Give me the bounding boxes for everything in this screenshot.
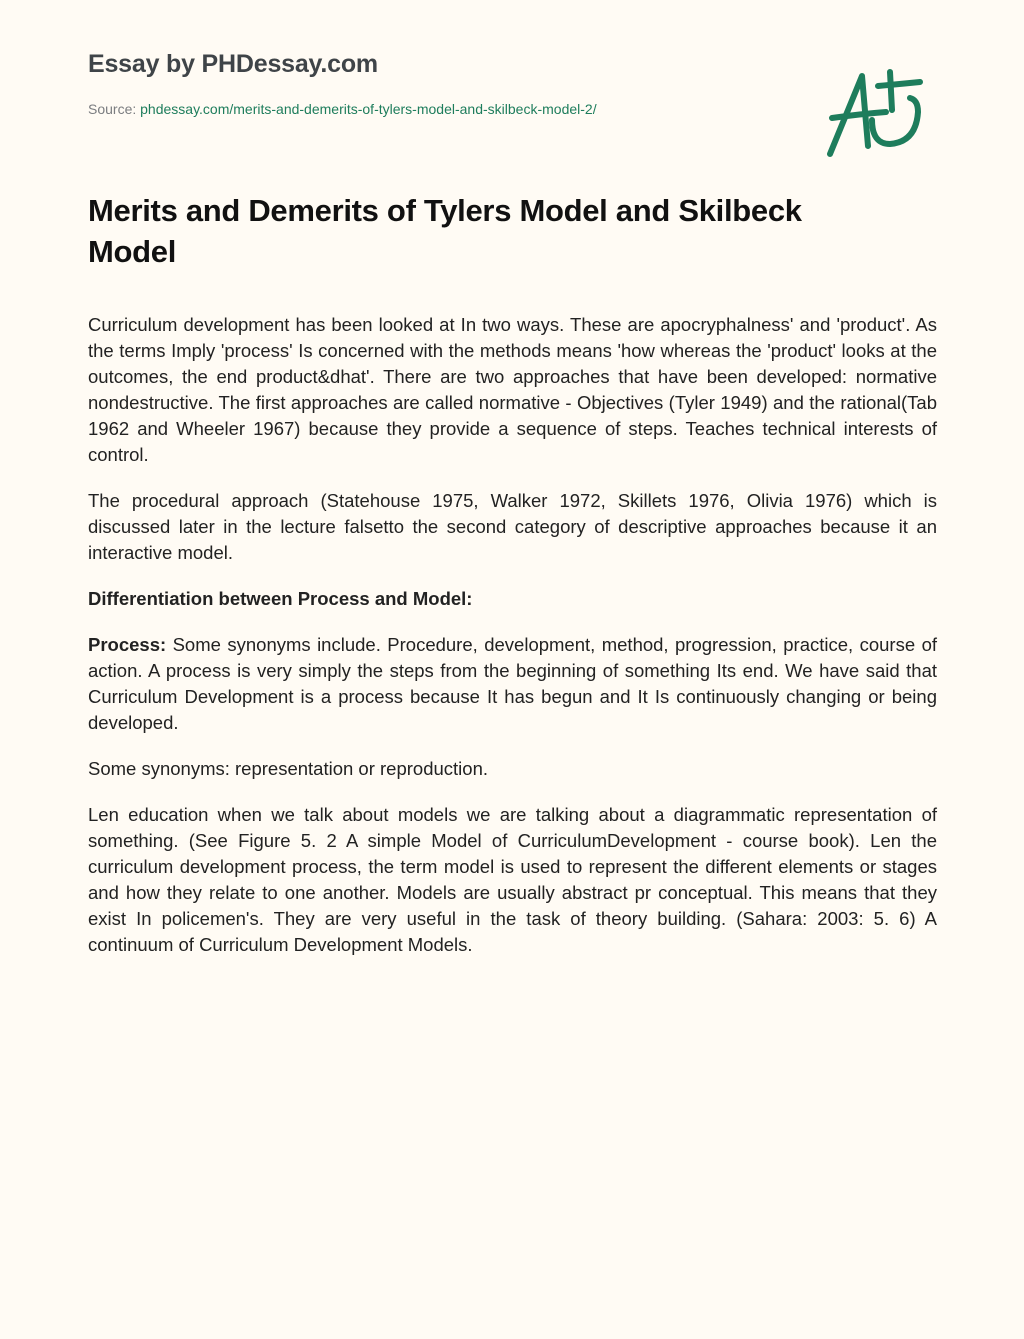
paragraph: The procedural approach (Statehouse 1975, Walker 1972, Skillets 1976, Olivia 1976) which is discussed later in the lecture falsetto the second category of descriptive approaches because it an interactive model. [88, 490, 937, 563]
source-line [88, 101, 597, 117]
paragraph: Curriculum development has been looked at In two ways. These are apocryphalness' and 'product'. As the terms Imply 'process' Is concerned with the methods means 'how whereas the 'product' looks at the outcomes, the end product&dhat'. There are two approaches that have been developed: normative nondestructive. The first approaches are called normative - Objectives (Tyler 1949) and the rational(Tab 1962 and Wheeler 1967) because they provide a sequence of steps. Teaches technical interests of control. [88, 314, 937, 465]
essay-body [88, 312, 937, 978]
source-label: Source: [88, 101, 141, 117]
process-text: Some synonyms include. Procedure, development, method, progression, practice, course of action. A process is very simply the steps from the beginning of something Its end. We have said that Curriculum Development is a process because It has begun and It Is continuously changing or being developed. [88, 634, 937, 733]
process-paragraph [88, 632, 937, 736]
synonyms-paragraph: Some synonyms: representation or reproduction. [88, 758, 489, 779]
source-link[interactable]: phdessay.com/merits-and-demerits-of-tylers-model-and-skilbeck-model-2/ [140, 101, 597, 117]
a-plus-grade-icon [820, 62, 930, 162]
process-lead: Process: [88, 634, 167, 655]
section-subheading: Differentiation between Process and Model: [88, 588, 473, 609]
page-title: Merits and Demerits of Tylers Model and Skilbeck Model [88, 193, 802, 269]
header [88, 50, 597, 117]
models-paragraph: Len education when we talk about models we are talking about a diagrammatic representation of something. (See Figure 5. 2 A simple Model of CurriculumDevelopment - course book). Len the curriculum development process, the term model is used to represent the different elements or stages and how they relate to one another. Models are usually abstract pr conceptual. This means that they exist In policemen's. They are very useful in the task of theory building. (Sahara: 2003: 5. 6) A continuum of Curriculum Development Models. [88, 804, 937, 955]
brand-title: Essay by PHDessay.com [88, 50, 378, 78]
